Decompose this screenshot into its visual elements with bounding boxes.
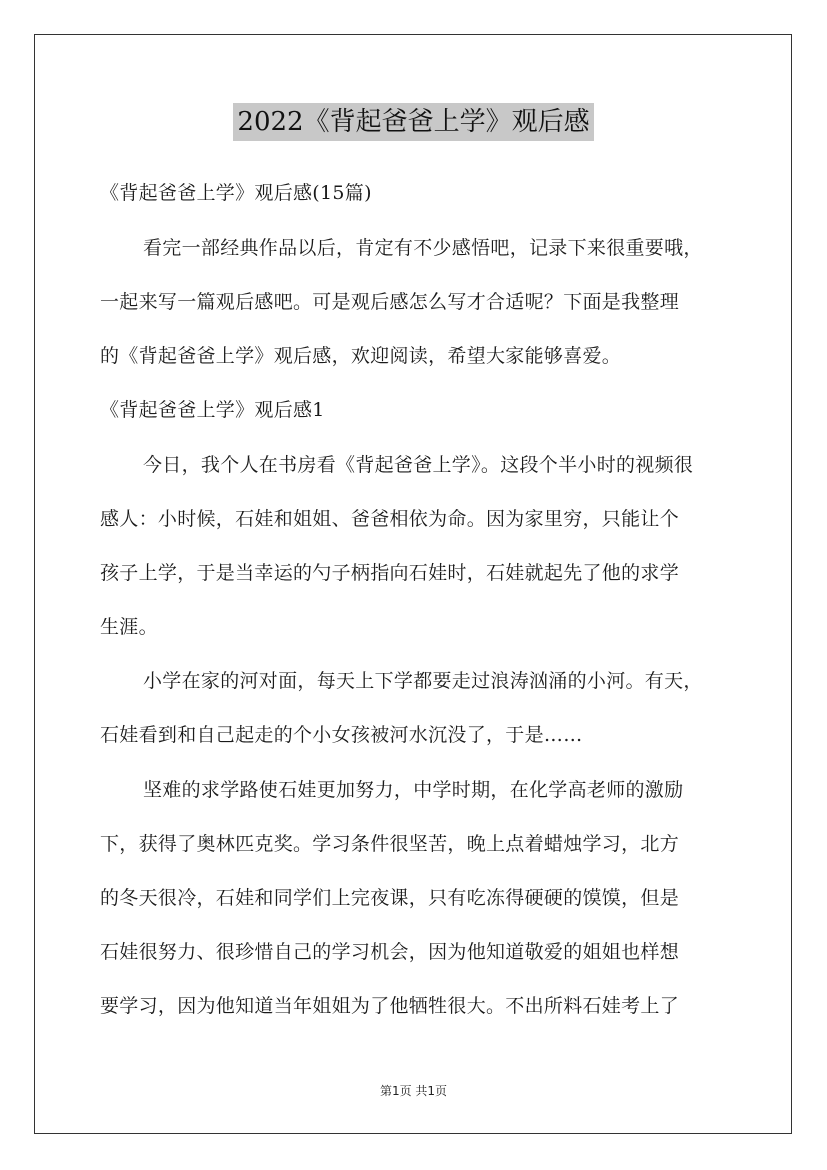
paragraph-line: 看完一部经典作品以后，肯定有不少感悟吧，记录下来很重要哦， — [143, 237, 703, 259]
paragraph-line: 孩子上学，于是当幸运的勺子柄指向石娃时，石娃就起先了他的求学 — [100, 562, 680, 584]
document-title: 2022《背起爸爸上学》观后感 — [233, 103, 593, 141]
paragraph-line: 下，获得了奥林匹克奖。学习条件很坚苦，晚上点着蜡烛学习，北方 — [100, 833, 680, 855]
paragraph-line: 石娃看到和自己起走的个小女孩被河水沉没了，于是…… — [100, 724, 583, 746]
paragraph-line: 感人：小时候，石娃和姐姐、爸爸相依为命。因为家里穷，只能让个 — [100, 508, 680, 530]
paragraph-line: 坚难的求学路使石娃更加努力，中学时期，在化学高老师的激励 — [143, 779, 684, 801]
subtitle-line: 《背起爸爸上学》观后感(15篇) — [100, 182, 372, 204]
section-heading: 《背起爸爸上学》观后感1 — [100, 399, 325, 421]
paragraph-line: 生涯。 — [100, 616, 158, 638]
title-wrap — [0, 103, 827, 141]
paragraph-line: 的《背起爸爸上学》观后感，欢迎阅读，希望大家能够喜爱。 — [100, 345, 622, 367]
paragraph-line: 的冬天很冷，石娃和同学们上完夜课，只有吃冻得硬硬的馍馍，但是 — [100, 887, 680, 909]
paragraph-line: 小学在家的河对面，每天上下学都要走过浪涛汹涌的小河。有天， — [143, 670, 703, 692]
paragraph-line: 要学习，因为他知道当年姐姐为了他牺牲很大。不出所料石娃考上了 — [100, 995, 680, 1017]
paragraph-line: 今日，我个人在书房看《背起爸爸上学》。这段个半小时的视频很 — [143, 454, 694, 476]
paragraph-line: 一起来写一篇观后感吧。可是观后感怎么写才合适呢？下面是我整理 — [100, 291, 680, 313]
page-footer: 第1页 共1页 — [379, 1084, 448, 1098]
paragraph-line: 石娃很努力、很珍惜自己的学习机会，因为他知道敬爱的姐姐也样想 — [100, 941, 680, 963]
